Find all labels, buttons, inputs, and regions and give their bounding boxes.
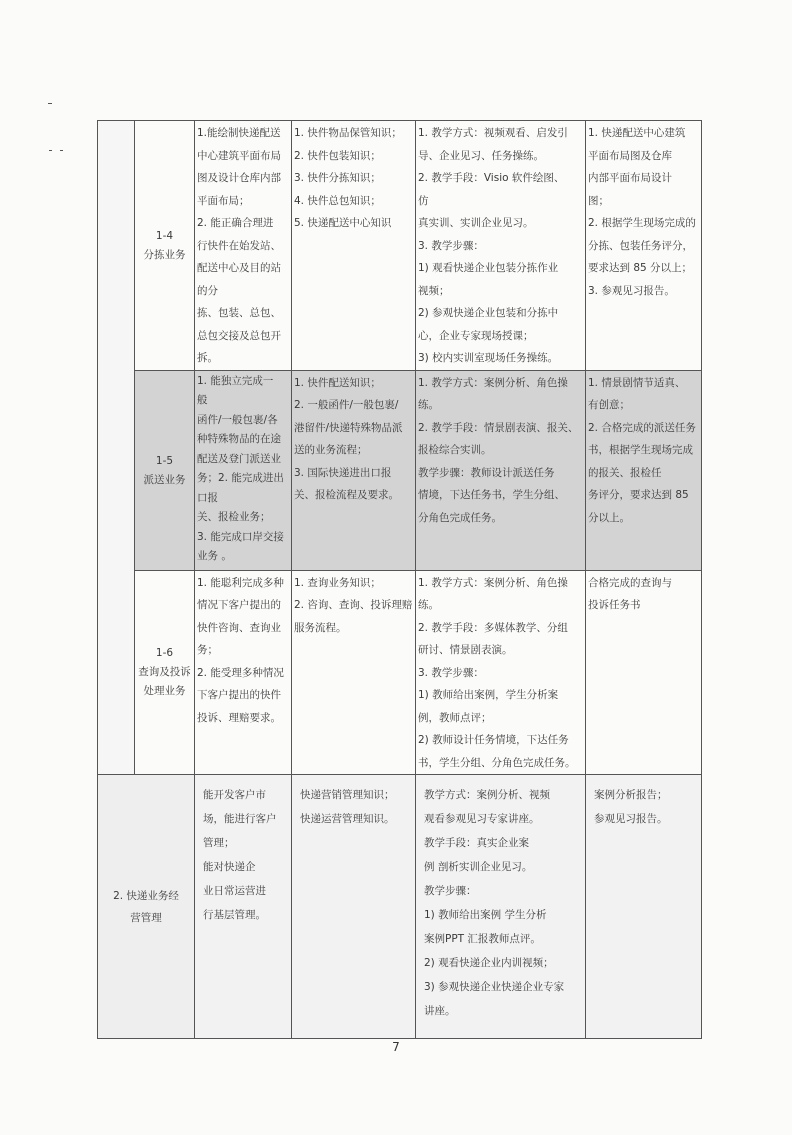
table-row (98, 775, 702, 1039)
ability-cell: 1. 能独立完成一 般 函件/一般包裹/各 种特殊物品的在途 配送及登门派送业 务；2. 能完成进出 口报 关、报检业务； 3. 能完成口岸交接 业务 。 (195, 370, 292, 570)
task-cell: 1-5 派送业务 (135, 370, 195, 570)
assessment-cell: 合格完成的查询与 投诉任务书 (586, 570, 702, 775)
page-number: 7 (392, 1040, 400, 1054)
ability-cell: 1. 能聪利完成多种 情况下客户提出的 快件咨询、查询业 务； 2. 能受理多种情况 下客户提出的快件 投诉、理赔要求。 (195, 570, 292, 775)
knowledge-cell: 快递营销管理知识； 快递运营管理知识。 (292, 775, 416, 1039)
assessment-cell: 案例分析报告； 参观见习报告。 (586, 775, 702, 1039)
knowledge-cell: 1. 查询业务知识； 2. 咨询、查询、投诉理赔 服务流程。 (292, 570, 416, 775)
scan-mark (49, 150, 52, 151)
table-row (98, 370, 702, 570)
table-row (98, 121, 702, 371)
table-row (98, 570, 702, 775)
teaching-cell: 教学方式：案例分析、视频 观看参观见习专家讲座。 教学手段：真实企业案 例 剖析实训企业见习。 教学步骤： 1) 教师给出案例 学生分析 案例PPT 汇报教师点评。 2) 观看快递企业内训视频； 3) 参观快递企业快递企业专家 讲座。 (416, 775, 586, 1039)
ability-cell: 1.能绘制快递配送 中心建筑平面布局 图及设计仓库内部 平面布局； 2. 能正确合理进 行快件在始发站、 配送中心及目的站 的分 拣、包装、总包、 总包交接及总包开 拆。 (195, 121, 292, 371)
knowledge-cell: 1. 快件配送知识； 2. 一般函件/一般包裹/ 港留件/快递特殊物品派 送的业务流程； 3. 国际快递进出口报 关、报检流程及要求。 (292, 370, 416, 570)
teaching-cell: 1. 教学方式：视频观看、启发引 导、企业见习、任务操练。 2. 教学手段：Visio 软件绘图、 仿 真实训、实训企业见习。 3. 教学步骤： 1) 观看快递企业包装分拣作业 视频； 2) 参观快递企业包装和分拣中 心，企业专家现场授课； 3) 校内实训室现场任务操练。 (416, 121, 586, 371)
assessment-cell: 1. 情景剧情节适真、 有创意； 2. 合格完成的派送任务 书，根据学生现场完成 的报关、报检任 务评分，要求达到 85 分以上。 (586, 370, 702, 570)
assessment-cell: 1. 快递配送中心建筑 平面布局图及仓库 内部平面布局设计 图； 2. 根据学生现场完成的 分拣、包装任务评分， 要求达到 85 分以上； 3. 参观见习报告。 (586, 121, 702, 371)
teaching-cell: 1. 教学方式：案例分析、角色操 练。 2. 教学手段：多媒体教学、分组 研讨、情景剧表演。 3. 教学步骤： 1) 教师给出案例，学生分析案 例，教师点评； 2) 教师设计任务情境，下达任务 书，学生分组、分角色完成任务。 (416, 570, 586, 775)
curriculum-table (97, 120, 702, 1039)
teaching-cell: 1. 教学方式：案例分析、角色操 练。 2. 教学手段：情景剧表演、报关、 报检综合实训。 教学步骤：教师设计派送任务 情境，下达任务书，学生分组、 分角色完成任务。 (416, 370, 586, 570)
task-cell: 1-4 分拣业务 (135, 121, 195, 371)
scan-mark (60, 150, 63, 151)
module-cell: 2. 快递业务经营管理 (98, 775, 195, 1039)
knowledge-cell: 1. 快件物品保管知识； 2. 快件包装知识； 3. 快件分拣知识； 4. 快件总包知识； 5. 快递配送中心知识 (292, 121, 416, 371)
ability-cell: 能开发客户市 场，能进行客户 管理； 能对快递企 业日常运营进 行基层管理。 (195, 775, 292, 1039)
task-cell: 1-6 查询及投诉 处理业务 (135, 570, 195, 775)
scan-mark (48, 103, 52, 104)
module-cell (98, 121, 135, 775)
